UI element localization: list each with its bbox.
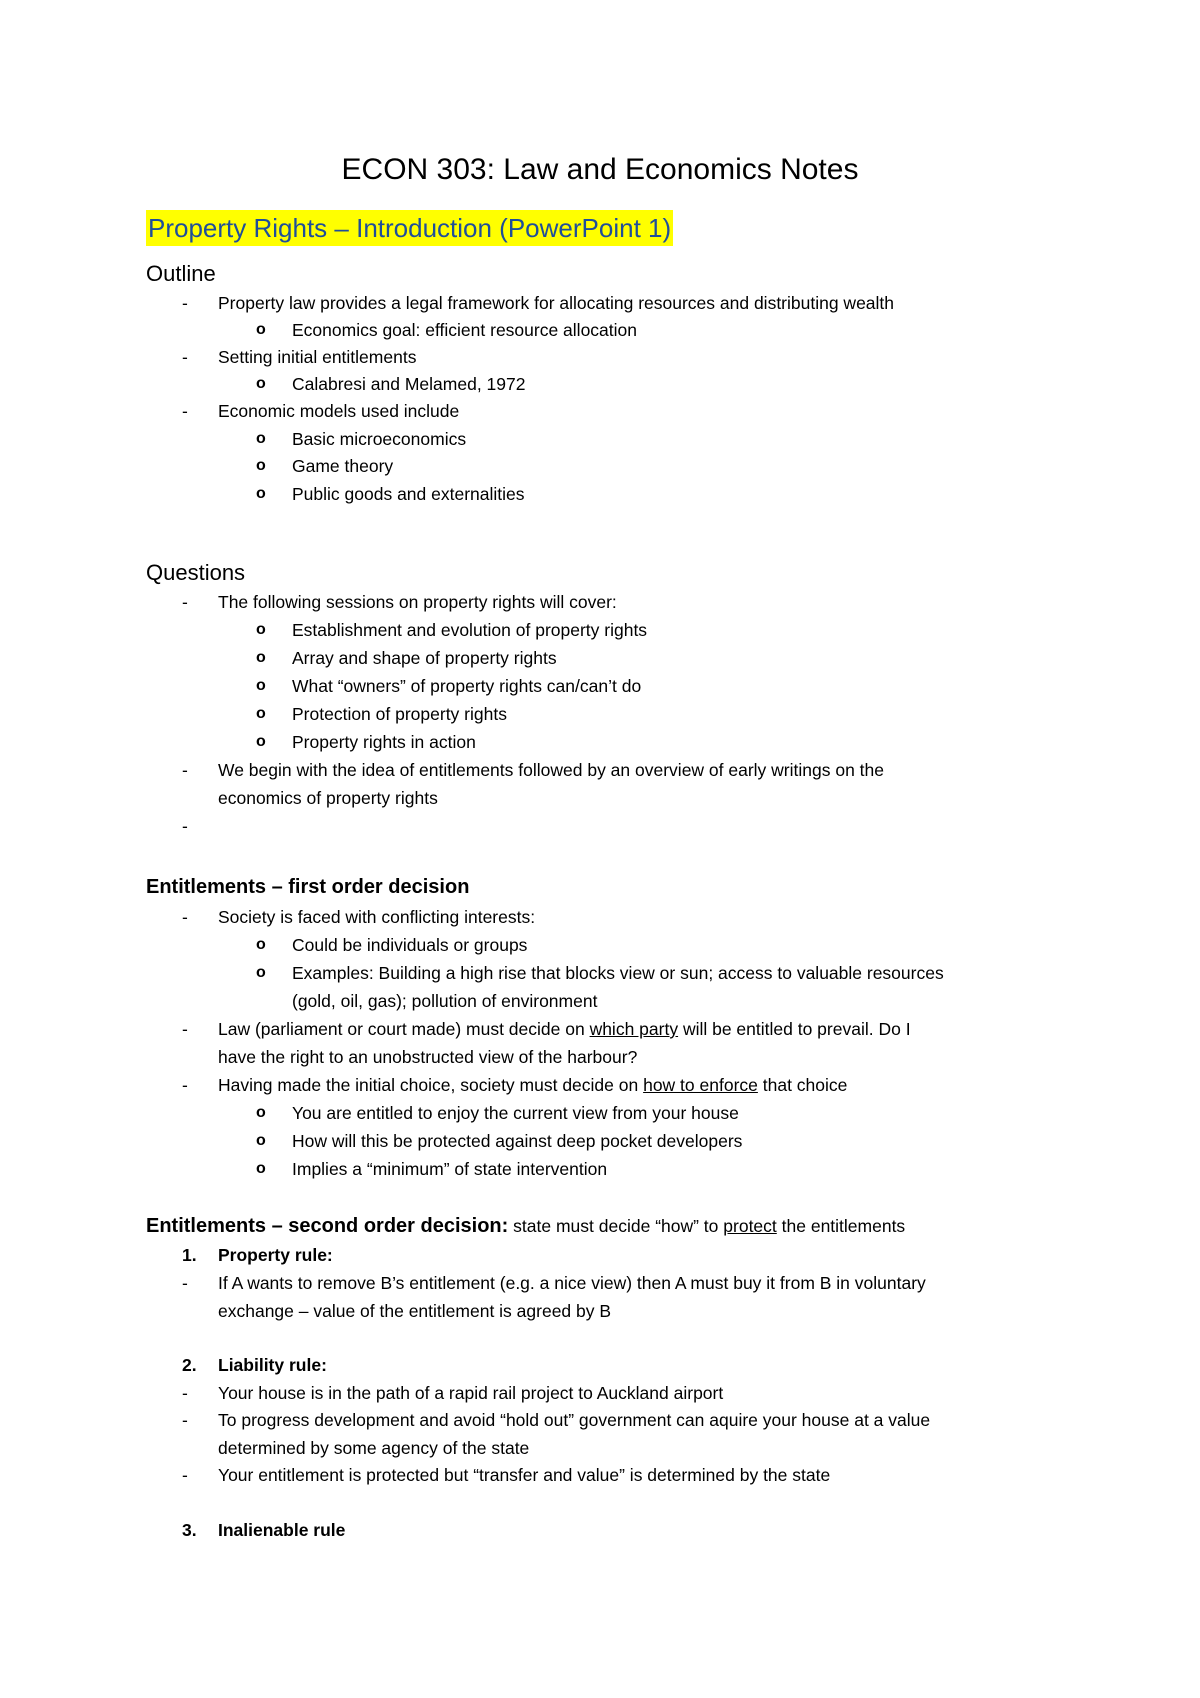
bullet-marker: o xyxy=(256,457,266,474)
dash-marker: - xyxy=(182,1383,188,1403)
outline-subitem-3b: Game theory xyxy=(292,456,394,476)
outline-subitem-2a: Calabresi and Melamed, 1972 xyxy=(292,374,526,394)
outline-subitem-3c: Public goods and externalities xyxy=(292,484,525,504)
bullet-marker: o xyxy=(256,430,266,447)
section-subtitle-highlighted: Property Rights – Introduction (PowerPoint 1) xyxy=(146,210,673,246)
dash-marker: - xyxy=(182,1465,188,1485)
bullet-marker: o xyxy=(256,1160,266,1177)
bullet-marker: o xyxy=(256,375,266,392)
document-title: ECON 303: Law and Economics Notes xyxy=(341,153,859,186)
questions-heading: Questions xyxy=(146,560,246,585)
bullet-marker: o xyxy=(256,621,266,638)
bullet-marker: o xyxy=(256,485,266,502)
first-order-subitem-3b: How will this be protected against deep pocket developers xyxy=(292,1131,743,1151)
liability-rule-item-2-line-1: To progress development and avoid “hold out” government can aquire your house at a value xyxy=(218,1410,931,1430)
questions-item-2-line-2: economics of property rights xyxy=(218,788,438,808)
first-order-item-1: Society is faced with conflicting interests: xyxy=(218,907,536,927)
bullet-marker: o xyxy=(256,705,266,722)
rule-number-3: 3. xyxy=(182,1520,197,1540)
text-run: that choice xyxy=(757,1075,848,1095)
bullet-marker: o xyxy=(256,733,266,750)
outline-item-2: Setting initial entitlements xyxy=(218,347,417,367)
first-order-item-2-line-2: have the right to an unobstructed view of the harbour? xyxy=(218,1047,638,1067)
bullet-marker: o xyxy=(256,649,266,666)
first-order-subitem-3c: Implies a “minimum” of state intervention xyxy=(292,1159,608,1179)
underlined-text: protect xyxy=(723,1216,777,1236)
bullet-marker: o xyxy=(256,1132,266,1149)
dash-marker: - xyxy=(182,592,188,612)
outline-item-1: Property law provides a legal framework for allocating resources and distributing wealth xyxy=(218,293,895,313)
first-order-item-2-line-1 xyxy=(218,1018,911,1040)
bullet-marker: o xyxy=(256,321,266,338)
text-run: Law (parliament or court made) must decide on xyxy=(218,1019,590,1039)
questions-subitem-1a: Establishment and evolution of property rights xyxy=(292,620,648,640)
outline-subitem-1a: Economics goal: efficient resource allocation xyxy=(292,320,638,340)
questions-subitem-1b: Array and shape of property rights xyxy=(292,648,557,668)
second-order-heading: Entitlements – second order decision: xyxy=(146,1215,509,1237)
questions-subitem-1e: Property rights in action xyxy=(292,732,476,752)
outline-subitem-3a: Basic microeconomics xyxy=(292,429,467,449)
text-run: the entitlements xyxy=(776,1216,906,1236)
first-order-heading: Entitlements – first order decision xyxy=(146,876,470,898)
questions-subitem-1d: Protection of property rights xyxy=(292,704,507,724)
dash-marker: - xyxy=(182,760,188,780)
liability-rule-item-2-line-2: determined by some agency of the state xyxy=(218,1438,530,1458)
first-order-subitem-1b-line-1: Examples: Building a high rise that blocks view or sun; access to valuable resources xyxy=(292,963,944,983)
dash-marker: - xyxy=(182,1075,188,1095)
underlined-text: which party xyxy=(589,1019,679,1039)
dash-marker: - xyxy=(182,1410,188,1430)
text-run: Having made the initial choice, society must decide on xyxy=(218,1075,644,1095)
questions-subitem-1c: What “owners” of property rights can/can’t do xyxy=(292,676,642,696)
bullet-marker: o xyxy=(256,936,266,953)
liability-rule-item-3: Your entitlement is protected but “transfer and value” is determined by the state xyxy=(218,1465,831,1485)
dash-marker: - xyxy=(182,347,188,367)
rule-number-1: 1. xyxy=(182,1245,197,1265)
outline-heading: Outline xyxy=(146,261,216,286)
liability-rule-label: Liability rule: xyxy=(218,1355,327,1375)
dash-marker: - xyxy=(182,401,188,421)
dash-marker: - xyxy=(182,907,188,927)
questions-item-1: The following sessions on property rights will cover: xyxy=(218,592,617,612)
underlined-text: how to enforce xyxy=(643,1075,758,1095)
property-rule-line-2: exchange – value of the entitlement is agreed by B xyxy=(218,1301,612,1321)
first-order-item-3 xyxy=(218,1074,847,1096)
dash-marker: - xyxy=(182,1019,188,1039)
first-order-subitem-1a: Could be individuals or groups xyxy=(292,935,528,955)
second-order-heading-line xyxy=(146,1212,905,1240)
dash-marker-empty-item: - xyxy=(182,816,188,836)
liability-rule-item-1: Your house is in the path of a rapid rail project to Auckland airport xyxy=(218,1383,724,1403)
property-rule-label: Property rule: xyxy=(218,1245,333,1265)
first-order-subitem-1b-line-2: (gold, oil, gas); pollution of environment xyxy=(292,991,598,1011)
text-run: state must decide “how” to xyxy=(508,1216,724,1236)
dash-marker: - xyxy=(182,293,188,313)
text-run: will be entitled to prevail. Do I xyxy=(678,1019,911,1039)
outline-item-3: Economic models used include xyxy=(218,401,460,421)
rule-number-2: 2. xyxy=(182,1355,197,1375)
inalienable-rule-label: Inalienable rule xyxy=(218,1520,346,1540)
questions-item-2-line-1: We begin with the idea of entitlements followed by an overview of early writings on the xyxy=(218,760,885,780)
bullet-marker: o xyxy=(256,1104,266,1121)
dash-marker: - xyxy=(182,1273,188,1293)
property-rule-line-1: If A wants to remove B’s entitlement (e.g. a nice view) then A must buy it from B in voluntary xyxy=(218,1273,926,1293)
first-order-subitem-3a: You are entitled to enjoy the current view from your house xyxy=(292,1103,739,1123)
bullet-marker: o xyxy=(256,677,266,694)
bullet-marker: o xyxy=(256,964,266,981)
